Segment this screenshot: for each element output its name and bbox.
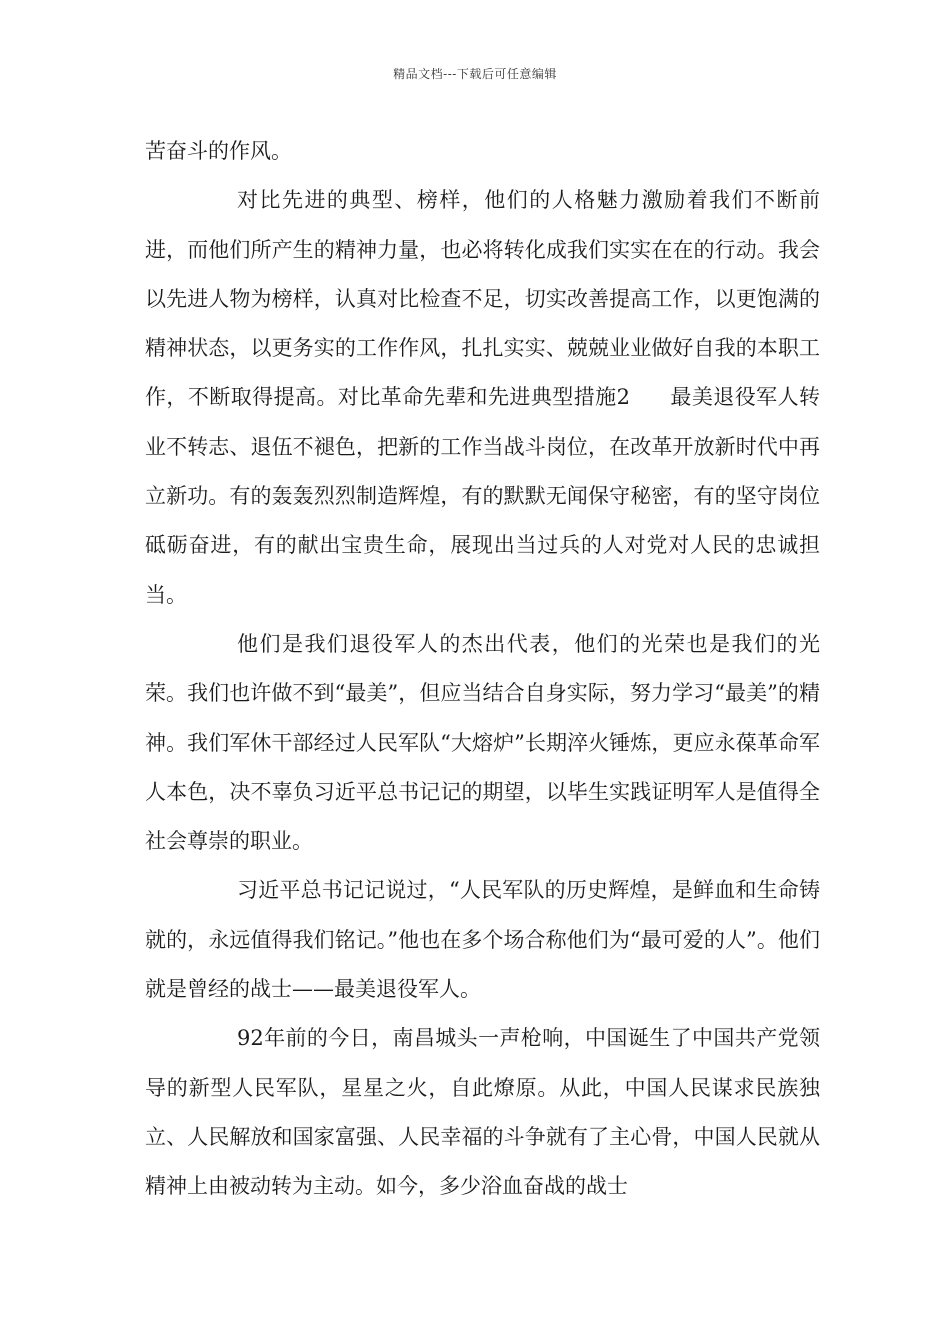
paragraph-6: 92年前的今日，南昌城头一声枪响，中国诞生了中国共产党领导的新型人民军队，星星之火，自此燎原。从此，中国人民谋求民族独立、人民解放和国家富强、人民幸福的斗争就有了主心骨，中国人民就从精神上由被动转为主动。如今，多少浴血奋战的战士	[145, 1026, 820, 1199]
document-body	[145, 127, 820, 1212]
paragraph-1: 苦奋斗的作风。	[145, 139, 292, 163]
paragraph-2	[145, 176, 820, 620]
page-header: 精品文档---下载后可任意编辑	[393, 67, 557, 81]
paragraph-3-text: 最美退役军人转业不转志、退伍不褪色，把新的工作当战斗岗位，在改革开放新时代中再立新功。有的轰轰烈烈制造辉煌，有的默默无闻保守秘密，有的坚守岗位砥砺奋进，有的献出宝贵生命，展现出当过兵的人对党对人民的忠诚担当。	[145, 385, 821, 607]
paragraph-5: 习近平总书记记说过，“人民军队的历史辉煌，是鲜血和生命铸就的，永远值得我们铭记。”他也在多个场合称他们为“最可爱的人”。他们就是曾经的战士——最美退役军人。	[145, 878, 820, 1002]
paragraph-2-text: 对比先进的典型、榜样，他们的人格魅力激励着我们不断前进，而他们所产生的精神力量，也必将转化成我们实实在在的行动。我会以先进人物为榜样，认真对比检查不足，切实改善提高工作，以更饱满的精神状态，以更务实的工作作风，扎扎实实、兢兢业业做好自我的本职工作，不断取得提高。对比革命先辈和先进典型措施2	[145, 188, 820, 410]
paragraph-4: 他们是我们退役军人的杰出代表，他们的光荣也是我们的光荣。我们也许做不到“最美”，但应当结合自身实际，努力学习“最美”的精神。我们军休干部经过人民军队“大熔炉”长期淬火锤炼，更应永葆革命军人本色，决不辜负习近平总书记记的期望，以毕生实践证明军人是值得全社会尊崇的职业。	[145, 631, 820, 854]
